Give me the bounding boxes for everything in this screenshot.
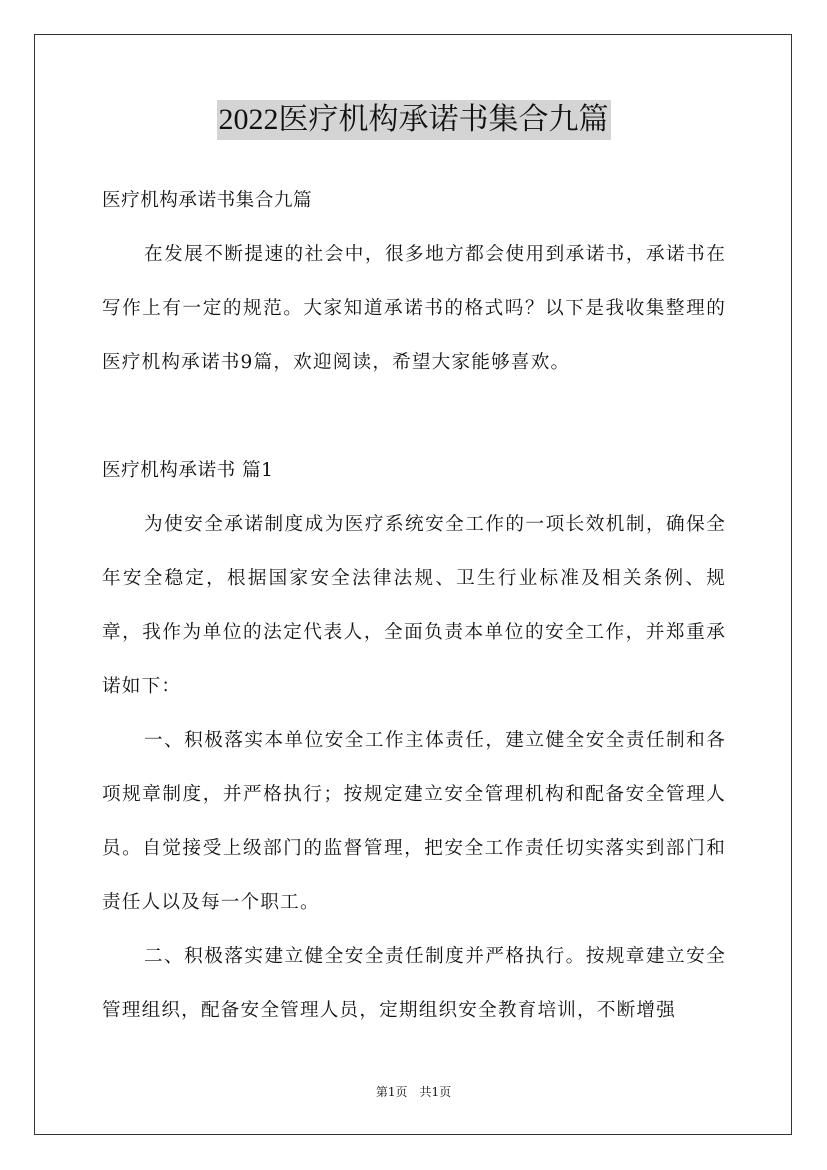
page-total: 共1页 (419, 1085, 452, 1099)
paragraph-spacer (102, 390, 726, 444)
document-title (0, 100, 827, 144)
body-paragraph: 为使安全承诺制度成为医疗系统安全工作的一项长效机制，确保全年安全稳定，根据国家安全法律法规、卫生行业标准及相关条例、规章，我作为单位的法定代表人，全面负责本单位的安全工作，并郑重承诺如下： (102, 514, 726, 697)
page-number: 第1页 (375, 1085, 408, 1099)
body-paragraph: 二、积极落实建立健全安全责任制度并严格执行。按规章建立安全管理组织，配备安全管理人员，定期组织安全教育培训，不断增强 (102, 946, 726, 1021)
page-footer (0, 1083, 827, 1100)
document-body (102, 174, 726, 1038)
document-subtitle: 医疗机构承诺书集合九篇 (102, 190, 313, 211)
intro-paragraph: 在发展不断提速的社会中，很多地方都会使用到承诺书，承诺书在写作上有一定的规范。大家知道承诺书的格式吗？以下是我收集整理的医疗机构承诺书9篇，欢迎阅读，希望大家能够喜欢。 (102, 244, 726, 373)
document-title-text: 2022医疗机构承诺书集合九篇 (217, 100, 611, 140)
section-heading: 医疗机构承诺书 篇1 (102, 460, 274, 481)
body-paragraph: 一、积极落实本单位安全工作主体责任，建立健全安全责任制和各项规章制度，并严格执行；按规定建立安全管理机构和配备安全管理人员。自觉接受上级部门的监督管理，把安全工作责任切实落实到部门和责任人以及每一个职工。 (102, 730, 726, 913)
